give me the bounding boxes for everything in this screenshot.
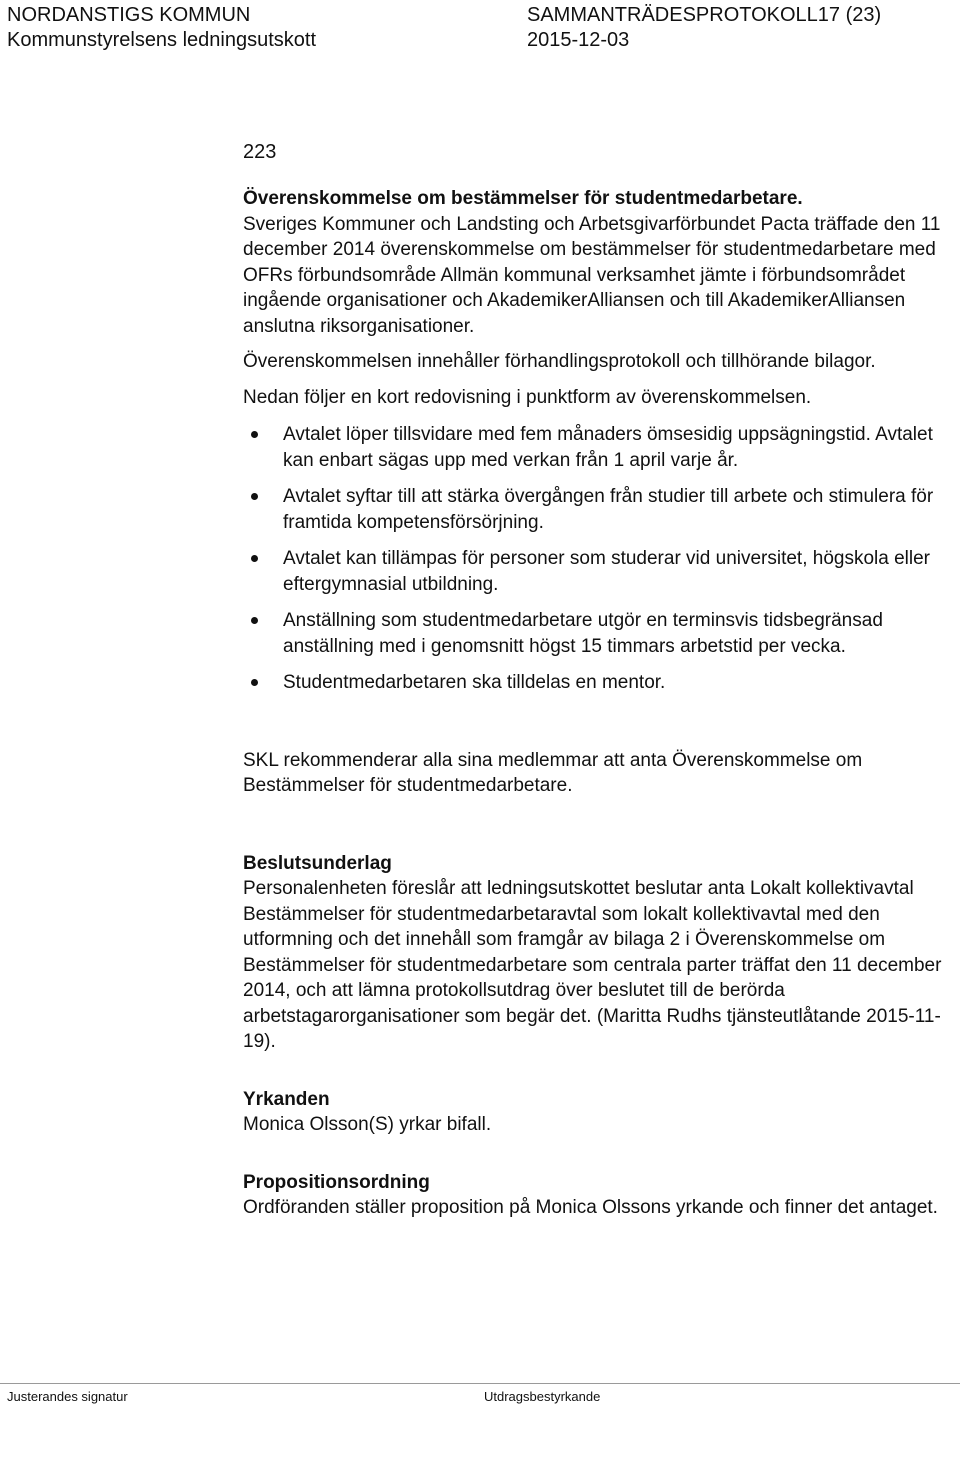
signature-label: Justerandes signatur bbox=[7, 1389, 128, 1404]
list-item-text: Avtalet syftar till att stärka övergången från studier till arbete och stimulera för framtida kompetensförsörjning. bbox=[283, 486, 934, 533]
list-item bbox=[243, 484, 948, 535]
yrkanden-text: Monica Olsson(S) yrkar bifall. bbox=[243, 1114, 492, 1135]
list-item-text: Studentmedarbetaren ska tilldelas en mentor. bbox=[283, 672, 666, 693]
section-title: Överenskommelse om bestämmelser för studentmedarbetare. bbox=[243, 188, 803, 209]
footer-divider bbox=[0, 1383, 960, 1384]
list-item bbox=[243, 608, 948, 659]
list-item-text: Avtalet löper tillsvidare med fem månaders ömsesidig uppsägningstid. Avtalet kan enbart sägas upp med verkan från 1 april varje år. bbox=[283, 424, 933, 471]
beslutsunderlag-heading: Beslutsunderlag bbox=[243, 852, 392, 874]
bullet-list bbox=[243, 422, 948, 696]
header-protocol: SAMMANTRÄDESPROTOKOLL17 (23) bbox=[527, 4, 882, 26]
list-item-text: Avtalet kan tillämpas för personer som studerar vid universitet, högskola eller eftergymnasial utbildning. bbox=[283, 548, 931, 595]
header-org: NORDANSTIGS KOMMUN bbox=[7, 4, 251, 26]
list-item bbox=[243, 422, 948, 473]
header-date: 2015-12-03 bbox=[527, 29, 630, 51]
paragraph-number: 223 bbox=[243, 141, 277, 163]
intro-paragraph-3: Nedan följer en kort redovisning i punktform av överenskommelsen. bbox=[243, 386, 812, 408]
beslutsunderlag-text: Personalenheten föreslår att ledningsutskottet beslutar anta Lokalt kollektivavtal Bestämmelser för studentmedarbetaravtal som lokalt kollektivavtal med den utformning och det innehåll som framgår av bilaga 2 i Överenskommelse om Bestämmelser för studentmedarbetare som centrala parter träffat den 11 december 2014, och att lämna protokollsutdrag över beslutet till de berörda arbetstagarorganisationer som begär det. (Maritta Rudhs tjänsteutlåtande 2015-11-19). bbox=[243, 878, 942, 1052]
bullet-icon bbox=[251, 679, 258, 686]
bullet-icon bbox=[251, 617, 258, 624]
header-committee: Kommunstyrelsens ledningsutskott bbox=[7, 29, 317, 51]
list-item bbox=[243, 670, 948, 696]
bullet-icon bbox=[251, 555, 258, 562]
yrkanden-heading: Yrkanden bbox=[243, 1088, 330, 1110]
intro-paragraph-2: Överenskommelsen innehåller förhandlingsprotokoll och tillhörande bilagor. bbox=[243, 351, 876, 372]
bullet-icon bbox=[251, 431, 258, 438]
list-item-text: Anställning som studentmedarbetare utgör en terminsvis tidsbegränsad anställning med i genomsnitt högst 15 timmars arbetstid per vecka. bbox=[283, 610, 883, 657]
propositionsordning-heading: Propositionsordning bbox=[243, 1171, 430, 1193]
skl-recommendation: SKL rekommenderar alla sina medlemmar att anta Överenskommelse om Bestämmelser för studentmedarbetare. bbox=[243, 749, 863, 796]
list-item bbox=[243, 546, 948, 597]
document-body bbox=[243, 186, 948, 1221]
extract-label: Utdragsbestyrkande bbox=[484, 1389, 601, 1404]
intro-paragraph-1: Sveriges Kommuner och Landsting och Arbetsgivarförbundet Pacta träffade den 11 december 2014 överenskommelse om bestämmelser för studentmedarbetare med OFRs förbundsområde Allmän kommunal verksamhet jämte i förbundsområdet ingående organisationer och AkademikerAlliansen och till AkademikerAlliansen anslutna riksorganisationer. bbox=[243, 213, 941, 337]
bullet-icon bbox=[251, 493, 258, 500]
propositionsordning-text: Ordföranden ställer proposition på Monica Olssons yrkande och finner det antaget. bbox=[243, 1197, 938, 1218]
